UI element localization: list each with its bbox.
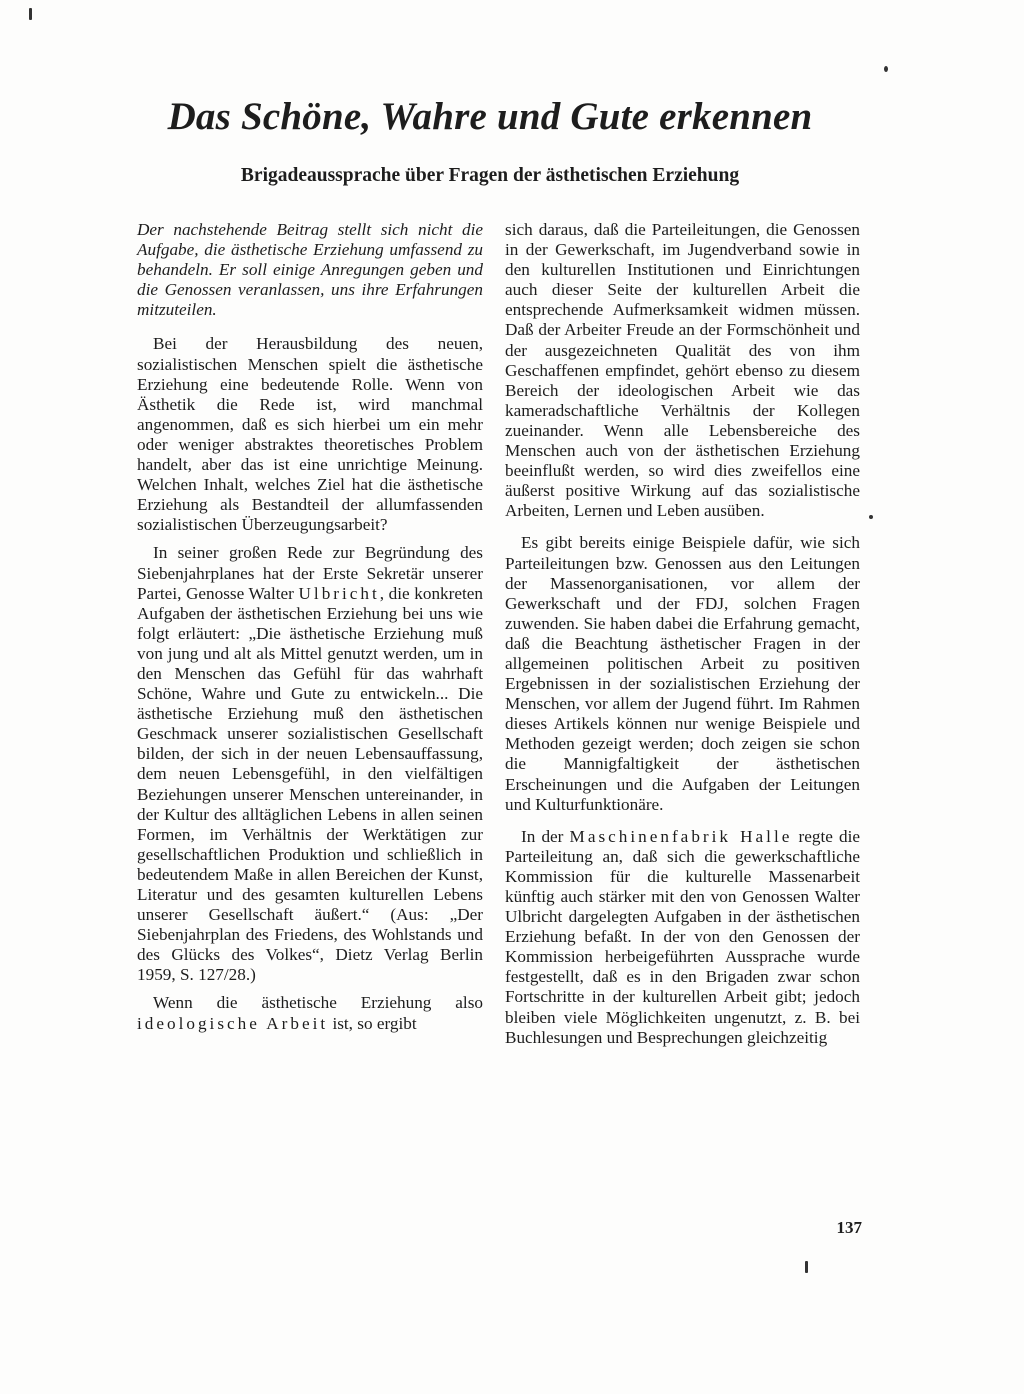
paragraph-text: Wenn die ästhetische Erziehung also bbox=[153, 993, 483, 1013]
article-subtitle: Brigadeaussprache über Fragen der ästhetischen Erziehung bbox=[240, 165, 740, 186]
right-column bbox=[505, 220, 860, 1048]
paragraph-text: In seiner großen Rede zur Begründung des Siebenjahrplanes hat der Erste Sekretär unserer Partei, Genosse Walter bbox=[137, 543, 483, 603]
print-speck bbox=[869, 515, 873, 519]
print-speck bbox=[884, 66, 888, 72]
left-column bbox=[137, 220, 483, 1034]
page-number: 137 bbox=[836, 1218, 862, 1237]
body-paragraph: Es gibt bereits einige Beispiele dafür, wie sich Parteileitungen bzw. Genossen aus den Leitungen der Massenorganisationen, vor allem der Gewerkschaft und der FDJ, solchen Fragen zuwenden. Sie haben dabei die Erfahrung gemacht, daß die Beachtung ästhetischer Fragen in der allgemeinen politischen Arbeit zu positiven Ergebnissen in der sozialistischen Erziehung der Menschen, vor allem der Jugend führt. Im Rahmen dieses Artikels können nur wenige Beispiele und Methoden gezeigt werden; doch zeigen sie schon die Mannigfaltigkeit der ästhetischen Erscheinungen und die Aufgaben der Leitungen und Kulturfunktionäre. bbox=[505, 533, 860, 814]
body-paragraph bbox=[137, 543, 483, 985]
paragraph-text: In der bbox=[521, 826, 570, 846]
print-speck bbox=[29, 8, 32, 20]
body-paragraph bbox=[137, 993, 483, 1033]
print-speck bbox=[805, 1261, 808, 1273]
body-paragraph: sich daraus, daß die Parteileitungen, die Genossen in der Gewerkschaft, im Jugendverband sowie in den kulturellen Institutionen und Einrichtungen auch dieser Seite der kulturellen Arbeit die entsprechende Aufmerksamkeit widmen müssen. Daß der Arbeiter Freude an der Formschönheit und der ausgezeichneten Qualität des von ihm Geschaffenen empfindet, gehört ebenso zu diesem Bereich der ideologischen Arbeit wie das kameradschaftliche Verhältnis der Kollegen zueinander. Wenn alle Lebensbereiche des Menschen auch von der ästhetischen Erziehung beeinflußt werden, so wird dies zweifellos eine äußerst positive Wirkung auf das sozialistische Arbeiten, Lernen und Leben ausüben. bbox=[505, 220, 860, 521]
emphasized-place: Maschinenfabrik Halle bbox=[569, 826, 793, 846]
paragraph-text: regte die Parteileitung an, daß sich die gewerkschaftliche Kommission für die kulturelle Massenarbeit künftig auch stärker mit den von Genossen Walter Ulbricht dargelegten Aufgaben in der ästhetischen Erziehung befaßt. In der von den Genossen der Kommission herbeigeführten Aussprache wurde festgestellt, daß es in den Brigaden zwar schon Fortschritte in der kulturellen Arbeit gibt; jedoch bleiben viele Möglichkeiten ungenutzt, z. B. bei Buchlesungen und Besprechungen gleichzeitig bbox=[505, 826, 860, 1047]
article-title: Das Schöne, Wahre und Gute erkennen bbox=[167, 95, 813, 138]
body-paragraph: Bei der Herausbildung des neuen, sozialistischen Menschen spielt die ästhetische Erziehung eine bedeutende Rolle. Wenn von Ästhetik die Rede ist, wird manchmal angenommen, daß es sich hierbei um ein mehr oder weniger abstraktes theoretisches Problem handelt, aber das ist eine unrichtige Meinung. Welchen Inhalt, welches Ziel hat die ästhetische Erziehung als Bestandteil der allumfassenden sozialistischen Überzeugungsarbeit? bbox=[137, 334, 483, 535]
emphasized-term: ideologische Arbeit bbox=[137, 1013, 329, 1033]
paragraph-text: ist, so ergibt bbox=[328, 1013, 417, 1033]
emphasized-name: Ulbricht bbox=[298, 583, 380, 603]
body-paragraph bbox=[505, 827, 860, 1048]
paragraph-text: , die konkreten Aufgaben der ästhetischen Erziehung bei uns wie folgt erläutert: „Die ästhetische Erziehung muß von jung und alt als Mittel genutzt werden, um in den Menschen das Gefühl für das wahrhaft Schöne, Wahre und Gute zu entwickeln... Die ästhetische Erziehung muß den ästhetischen Geschmack unserer sozialistischen Gesellschaft bilden, der sich in der neuen Lebensauffassung, dem neuen Lebensgefühl, in den vielfältigen Beziehungen unserer Menschen untereinander, in der Kultur des alltäglichen Lebens in allen seinen Formen, im Verhältnis der Werktätigen zur gesellschaftlichen Produktion und schließlich in bedeutendem Maße in allen Bereichen der Kunst, Literatur und des gesamten kulturellen Lebens unserer Gesellschaft äußert.“ (Aus: „Der Siebenjahrplan des Friedens, des Wohlstands und des Glücks des Volkes“, Dietz Verlag Berlin 1959, S. 127/28.) bbox=[137, 583, 484, 985]
intro-paragraph: Der nachstehende Beitrag stellt sich nicht die Aufgabe, die ästhetische Erziehung umfassend zu behandeln. Er soll einige Anregungen geben und die Genossen veranlassen, uns ihre Erfahrungen mitzuteilen. bbox=[137, 220, 483, 320]
